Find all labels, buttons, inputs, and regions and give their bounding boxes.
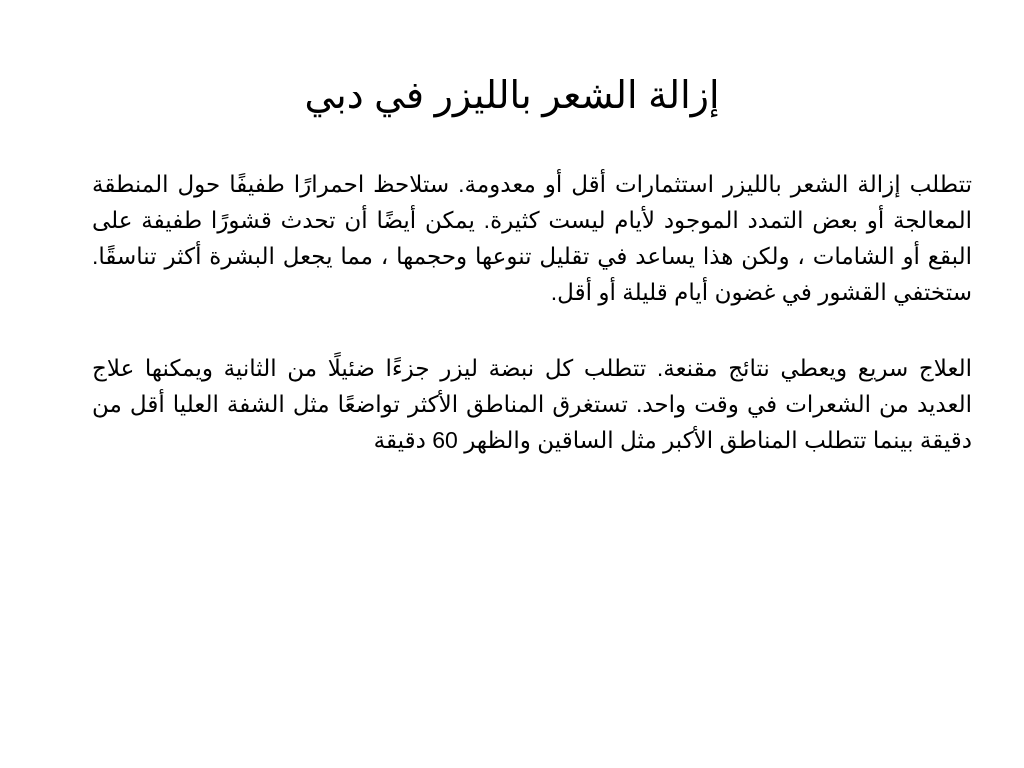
paragraph-treatment-speed: العلاج سريع ويعطي نتائج مقنعة. تتطلب كل نبضة ليزر جزءًا ضئيلًا من الثانية ويمكنها علاج العديد من الشعرات في وقت واحد. تستغرق المناطق الأكثر تواضعًا مثل الشفة العليا أقل من دقيقة بينما تتطلب المناطق الأكبر مثل الساقين والظهر 60 دقيقة	[92, 355, 972, 453]
paragraph-aftercare: تتطلب إزالة الشعر بالليزر استثمارات أقل أو معدومة. ستلاحظ احمرارًا طفيفًا حول المنطقة المعالجة أو بعض التمدد الموجود لأيام ليست كثيرة. يمكن أيضًا أن تحدث قشورًا طفيفة على البقع أو الشامات ، ولكن هذا يساعد في تقليل تنوعها وحجمها ، مما يجعل البشرة أكثر تناسقًا. ستختفي القشور في غضون أيام قليلة أو أقل.	[92, 171, 972, 305]
slide-title: إزالة الشعر بالليزر في دبي	[304, 75, 720, 117]
slide-body	[92, 166, 972, 458]
